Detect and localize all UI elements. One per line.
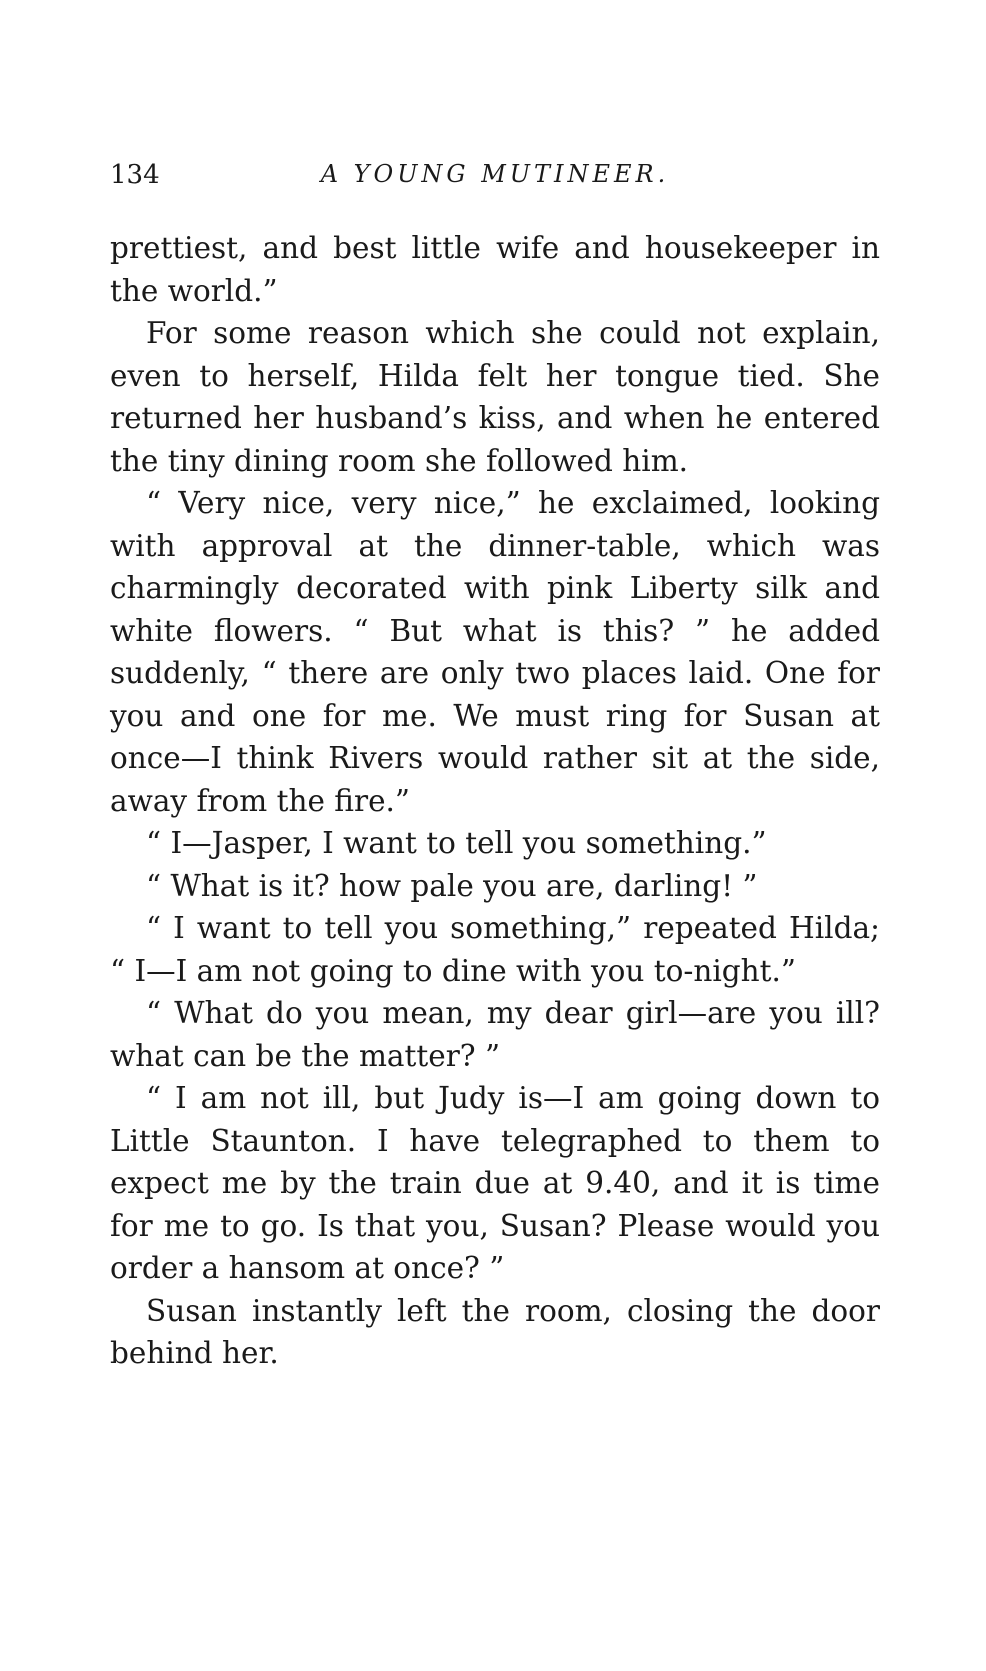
paragraph: “ Very nice, very nice,” he exclaimed, looking with approval at the dinner-table, which was charmingly decorated with pink Liberty silk and white flowers. “ But what is this? ” he added suddenly, “ there are only two places laid. One for you and one for me. We must ring for Susan at once—I think Rivers would rather sit at the side, away from the fire.” (110, 486, 880, 818)
page-number: 134 (110, 160, 160, 190)
running-title: A YOUNG MUTINEER. (320, 160, 670, 188)
page-body (110, 227, 880, 1375)
paragraph: “ I—Jasper, I want to tell you something.” (146, 826, 767, 860)
paragraph: For some reason which she could not explain, even to herself, Hilda felt her tongue tied. She returned her husband’s kiss, and when he entered the tiny dining room she followed him. (110, 316, 880, 478)
paragraph: “ I am not ill, but Judy is—I am going down to Little Staunton. I have telegraphed to them to expect me by the train due at 9.40, and it is time for me to go. Is that you, Susan? Please would you order a hansom at once? ” (110, 1081, 880, 1285)
paragraph: prettiest, and best little wife and housekeeper in the world.” (110, 231, 880, 308)
paragraph: “ I want to tell you something,” repeated Hilda; “ I—I am not going to dine with you to-night.” (110, 911, 880, 988)
paragraph: “ What is it? how pale you are, darling! ” (146, 868, 758, 903)
paragraph: Susan instantly left the room, closing the door behind her. (110, 1293, 880, 1370)
paragraph: “ What do you mean, my dear girl—are you ill? what can be the matter? ” (110, 996, 880, 1073)
page-header (110, 160, 880, 200)
